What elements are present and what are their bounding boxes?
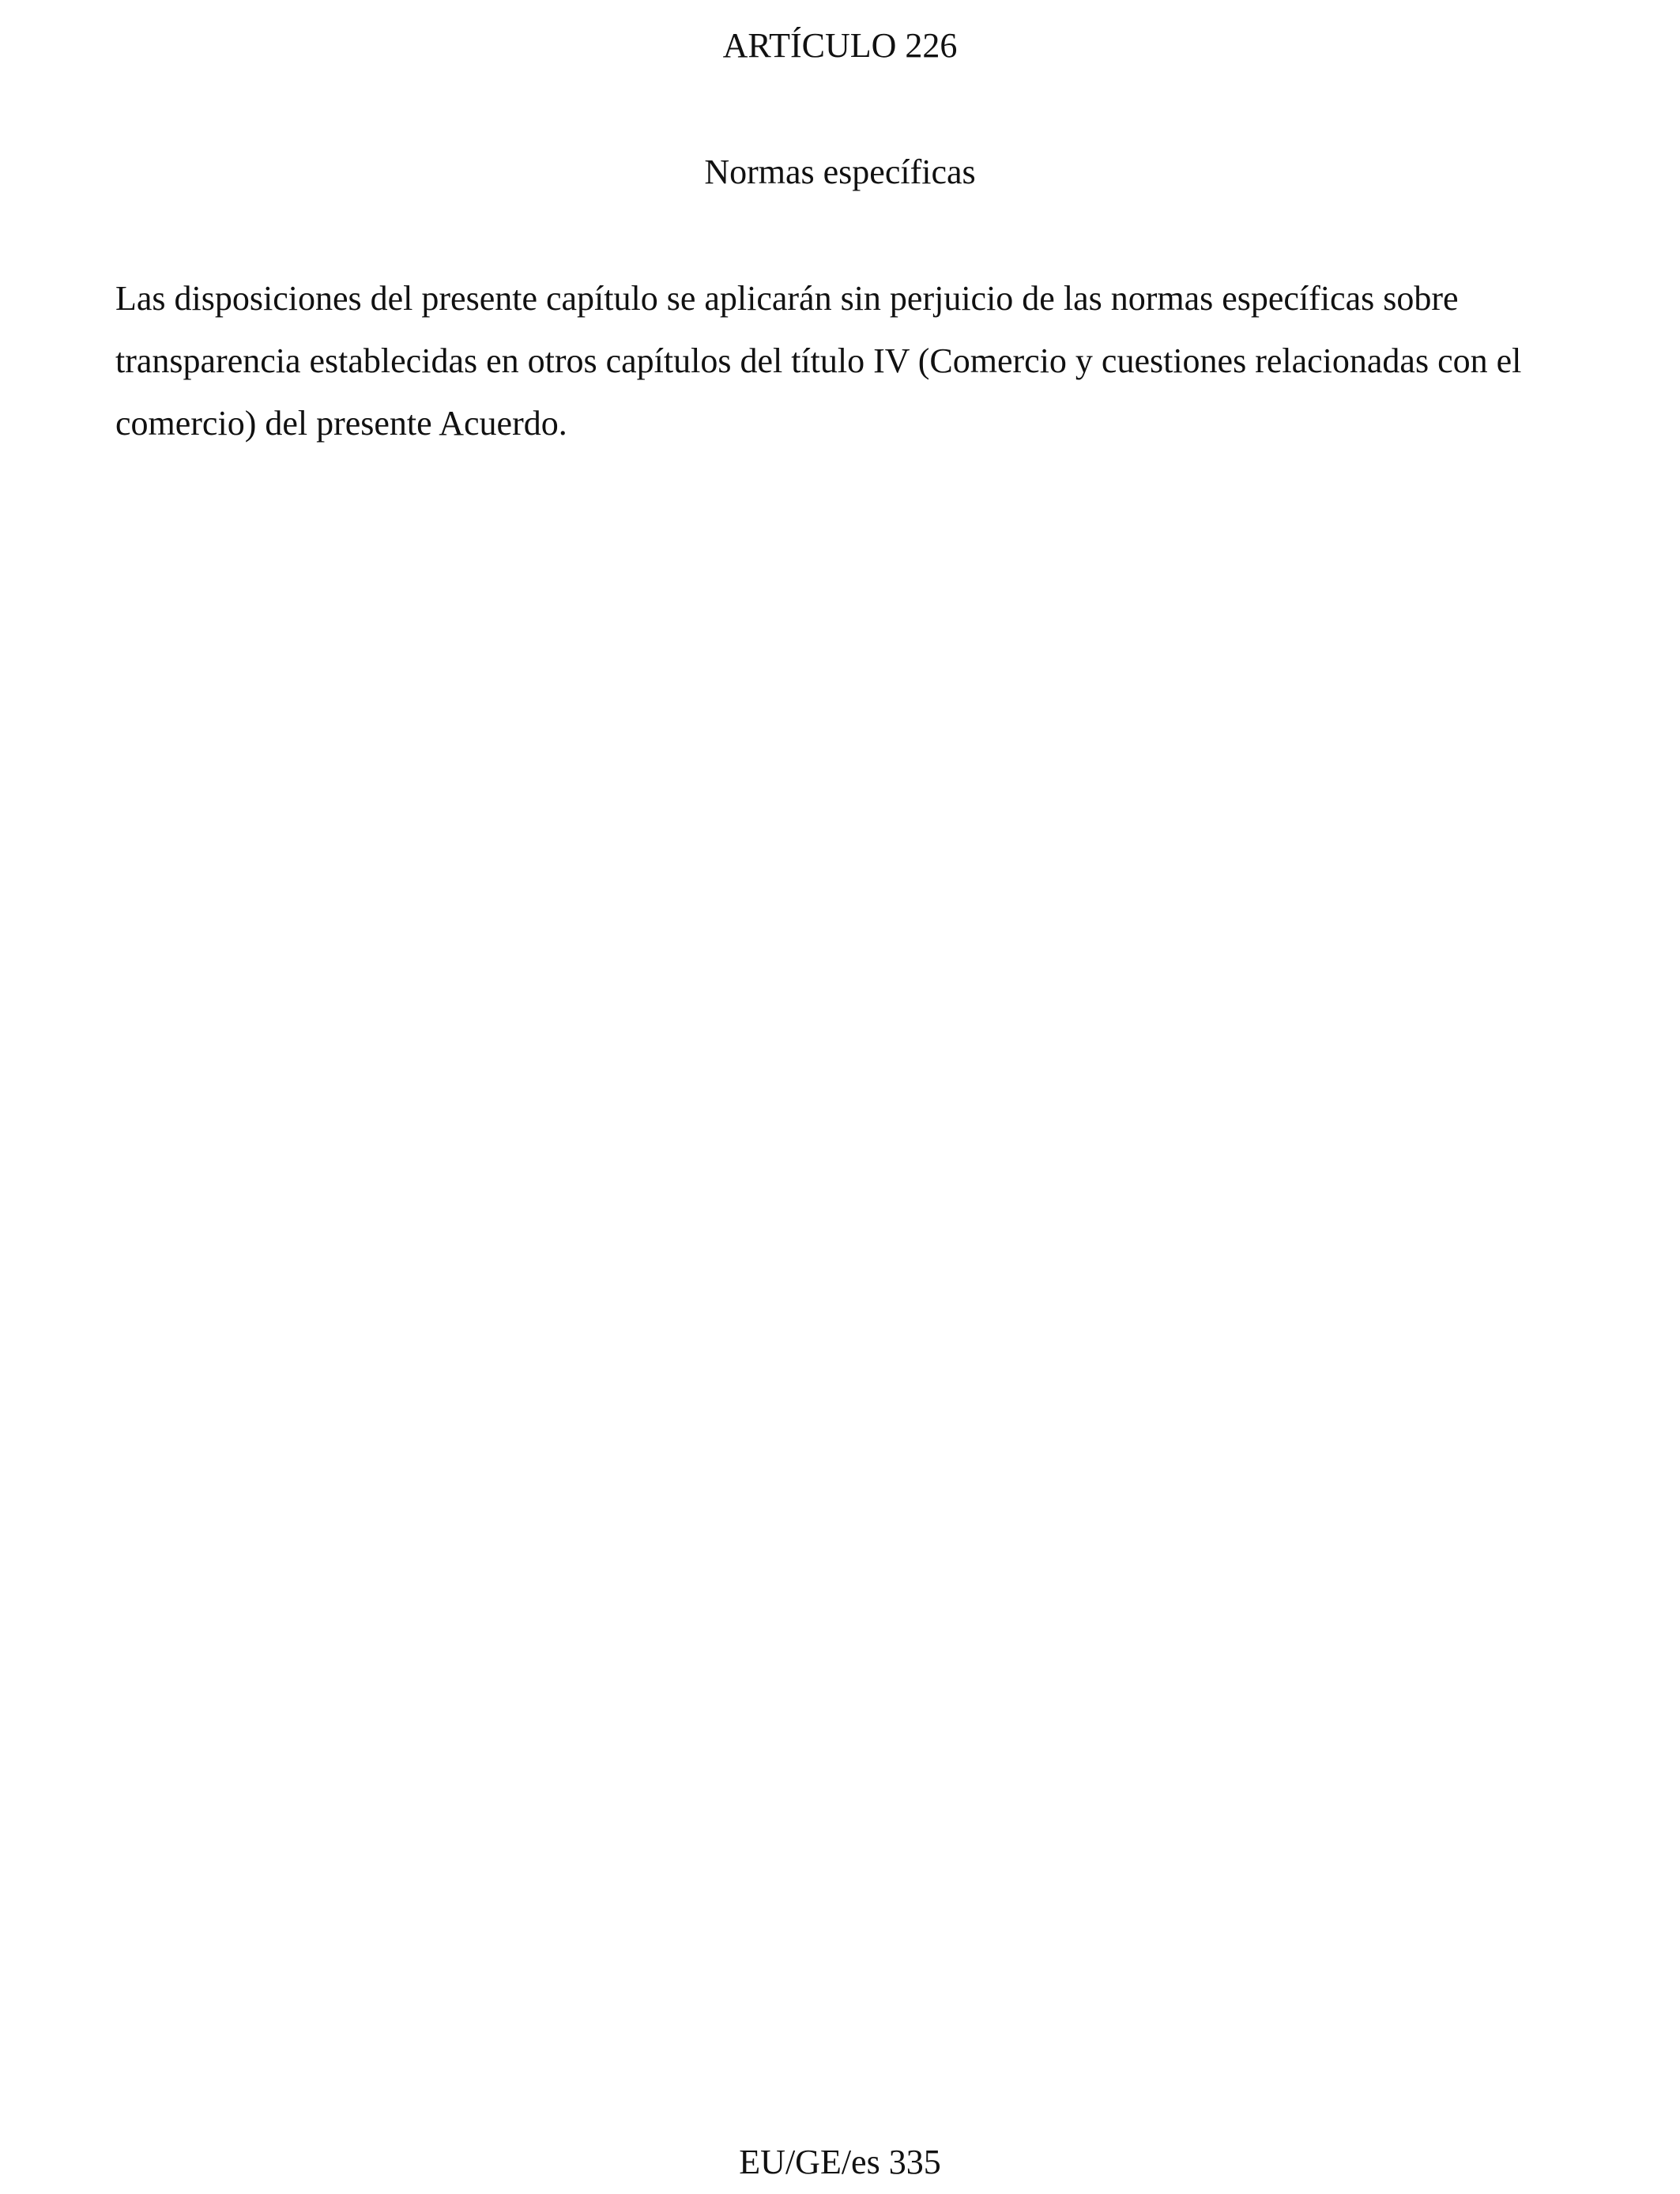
page-footer: EU/GE/es 335 — [739, 2143, 941, 2181]
article-subtitle: Normas específicas — [704, 153, 976, 191]
article-body-paragraph: Las disposiciones del presente capítulo se aplicarán sin perjuicio de las normas específicas sobre transparencia establecidas en otros capítulos del título IV (Comercio y cuestiones relacionadas con el comercio) del presente Acuerdo. — [115, 279, 1522, 443]
article-heading: ARTÍCULO 226 — [722, 26, 958, 65]
